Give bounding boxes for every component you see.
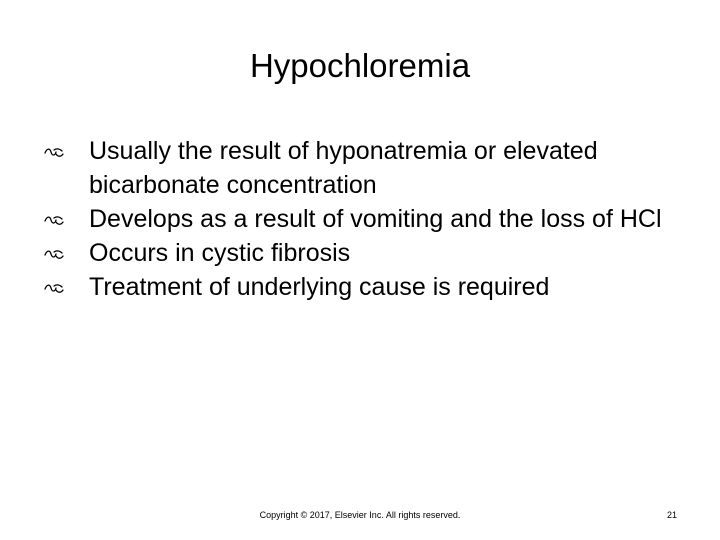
flourish-bullet-icon	[44, 249, 64, 261]
flourish-bullet-icon	[44, 215, 64, 227]
flourish-bullet-icon	[44, 147, 64, 159]
bullet-list	[44, 134, 684, 304]
bullet-item	[44, 134, 684, 202]
bullet-item	[44, 270, 684, 304]
bullet-item	[44, 202, 684, 236]
bullet-text: Usually the result of hyponatremia or elevated bicarbonate concentration	[89, 137, 598, 199]
flourish-bullet-icon	[44, 283, 64, 295]
page-number: 21	[666, 510, 677, 520]
bullet-text: Treatment of underlying cause is required	[89, 273, 550, 301]
bullet-text: Occurs in cystic fibrosis	[89, 239, 351, 267]
copyright-footer: Copyright © 2017, Elsevier Inc. All rights reserved.	[259, 510, 461, 520]
bullet-text: Develops as a result of vomiting and the loss of HCl	[89, 205, 662, 233]
slide-title: Hypochloremia	[249, 47, 471, 84]
bullet-item	[44, 236, 684, 270]
